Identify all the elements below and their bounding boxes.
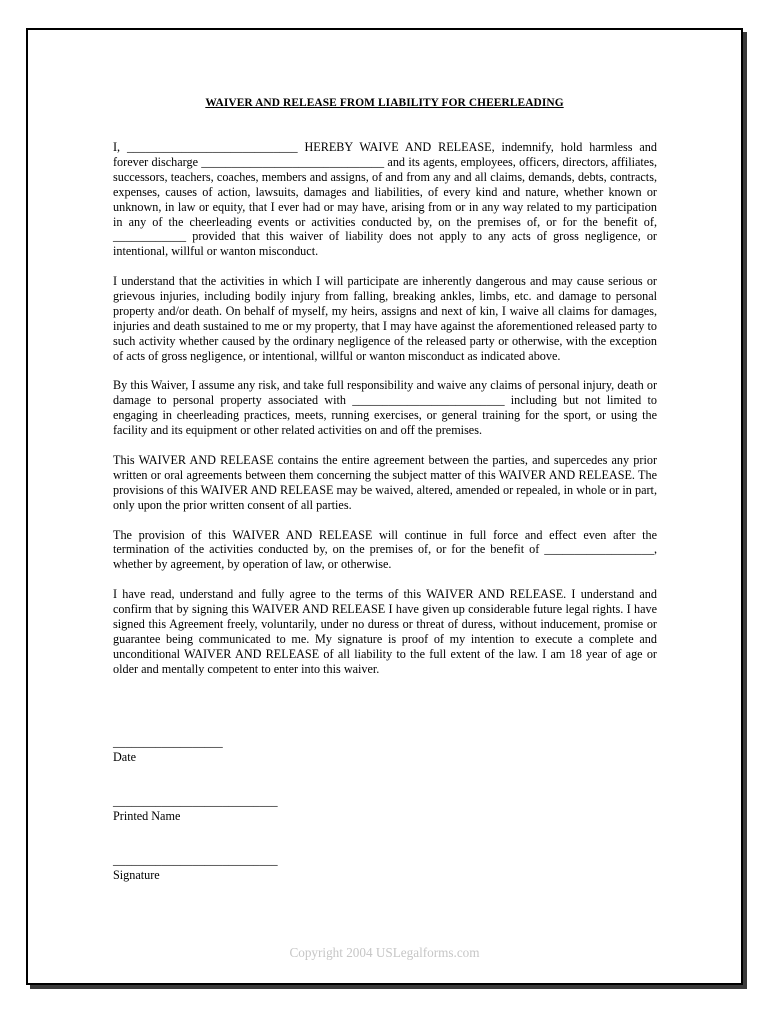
- date-field: [113, 735, 223, 765]
- paragraph-entire-agreement: This WAIVER AND RELEASE contains the entire agreement between the parties, and supercedes any prior written or oral agreements between them concerning the subject matter of this WAIVER AND RELEASE. The provisions of this WAIVER AND RELEASE may be waived, altered, amended or repealed, in whole or in part, only upon the prior written consent of all parties.: [113, 452, 657, 512]
- document-body: [113, 140, 657, 691]
- paragraph-inherent-danger: I understand that the activities in which I will participate are inherently dangerous and may cause serious or grievous injuries, including bodily injury from falling, breaking ankles, limbs, etc. and damage to personal property and/or death. On behalf of myself, my heirs, assigns and next of kin, I waive all claims for damages, injuries and death sustained to me or my property, that I may have against the aforementioned released party to such activity whether caused by the ordinary negligence of the released party or otherwise, with the exception of acts of gross negligence, or intentional, willful or wanton misconduct as indicated above.: [113, 274, 657, 363]
- copyright-footer: Copyright 2004 USLegalforms.com: [289, 945, 480, 960]
- paragraph-acknowledgement: I have read, understand and fully agree to the terms of this WAIVER AND RELEASE. I understand and confirm that by signing this WAIVER AND RELEASE I have given up considerable future legal rights. I have signed this Agreement freely, voluntarily, under no duress or threat of duress, without inducement, promise or guarantee being communicated to me. My signature is proof of my intention to execute a complete and unconditional WAIVER AND RELEASE of all liability to the full extent of the law. I am 18 year of age or older and mentally competent to enter into this waiver.: [113, 587, 657, 676]
- printed-name-line: ___________________________: [113, 794, 278, 808]
- signature-field: [113, 853, 278, 883]
- printed-name-label: Printed Name: [113, 809, 181, 823]
- paragraph-assume-risk: By this Waiver, I assume any risk, and take full responsibility and waive any claims of personal injury, death or damage to personal property associated with _________________________ including but not limited to engaging in cheerleading practices, meets, running exercises, or general training for the sport, or using the facility and its equipment or other related activities on and off the premises.: [113, 378, 657, 438]
- printed-name-field: [113, 794, 278, 824]
- signature-line: ___________________________: [113, 853, 278, 867]
- paragraph-waiver-release: I, ____________________________ HEREBY WAIVE AND RELEASE, indemnify, hold harmless and forever discharge ______________________________ and its agents, employees, officers, directors, affiliates, successors, teachers, coaches, members and assigns, of and from any and all claims, demands, debts, contracts, expenses, causes of action, lawsuits, damages and liabilities, of every kind and nature, whether known or unknown, in law or equity, that I ever had or may have, arising from or in any way related to my participation in any of the cheerleading events or activities conducted by, on the premises of, or for the benefit of, ____________ provided that this waiver of liability does not apply to any acts of gross negligence, or intentional, willful or wanton misconduct.: [113, 140, 657, 259]
- paragraph-continuation: The provision of this WAIVER AND RELEASE will continue in full force and effect even after the termination of the activities conducted by, on the premises of, or for the benefit of __________________, whether by agreement, by operation of law, or otherwise.: [113, 527, 657, 572]
- document-title: WAIVER AND RELEASE FROM LIABILITY FOR CHEERLEADING: [205, 97, 564, 109]
- date-line: __________________: [113, 735, 223, 749]
- document-page: [26, 28, 743, 985]
- signature-label: Signature: [113, 868, 160, 882]
- date-label: Date: [113, 750, 137, 764]
